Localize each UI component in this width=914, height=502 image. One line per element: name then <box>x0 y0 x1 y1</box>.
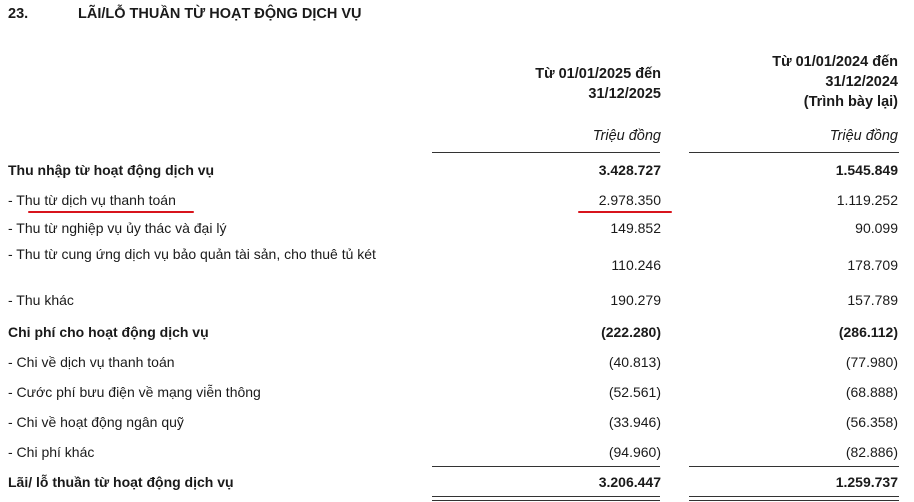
column-header-2024 <box>772 52 898 112</box>
row-value-2024: 1.119.252 <box>836 192 898 208</box>
row-value-2024: (82.886) <box>845 444 898 460</box>
note-title: LÃI/LỖ THUẦN TỪ HOẠT ĐỘNG DỊCH VỤ <box>78 6 362 22</box>
column-header-line: 31/12/2024 <box>825 74 898 90</box>
row-value-2024: (68.888) <box>845 384 898 400</box>
table-row <box>0 378 914 408</box>
divider <box>689 152 899 153</box>
red-underline-mark <box>578 211 672 213</box>
row-label: - Chi về dịch vụ thanh toán <box>8 354 175 370</box>
row-value-2025: (52.561) <box>608 384 661 400</box>
table-row <box>0 348 914 378</box>
row-label: - Thu từ nghiệp vụ ủy thác và đại lý <box>8 220 227 236</box>
row-value-2025: (33.946) <box>608 414 661 430</box>
row-label: Chi phí cho hoạt động dịch vụ <box>8 324 209 340</box>
red-underline-mark <box>28 211 194 213</box>
row-value-2024: (77.980) <box>845 354 898 370</box>
row-value-2025: (222.280) <box>601 324 661 340</box>
table-row <box>0 286 914 316</box>
row-value-2024: 1.545.849 <box>835 162 898 178</box>
divider <box>432 466 660 467</box>
row-label: - Thu khác <box>8 292 74 308</box>
row-value-2024: 90.099 <box>855 220 898 236</box>
table-row <box>0 408 914 438</box>
row-label: - Thu từ dịch vụ thanh toán <box>8 192 176 208</box>
row-label: - Cước phí bưu điện về mạng viễn thông <box>8 384 261 400</box>
row-value-2024: 178.709 <box>847 257 898 273</box>
row-value-2025: 190.279 <box>610 292 661 308</box>
row-label: - Chi về hoạt động ngân quỹ <box>8 414 184 430</box>
row-label: Thu nhập từ hoạt động dịch vụ <box>8 162 215 178</box>
row-value-2025: (94.960) <box>608 444 661 460</box>
row-value-2025: 2.978.350 <box>598 192 661 208</box>
table-row <box>0 214 914 244</box>
row-value-2025: 3.428.727 <box>598 162 661 178</box>
row-label: Lãi/ lỗ thuần từ hoạt động dịch vụ <box>8 474 234 490</box>
column-header-2025 <box>535 64 661 104</box>
note-number: 23. <box>8 6 29 22</box>
row-label: - Chi phí khác <box>8 444 95 460</box>
row-label: - Thu từ cung ứng dịch vụ bảo quản tài sản, cho thuê tủ két <box>8 246 376 262</box>
row-value-2025: 110.246 <box>611 257 661 273</box>
row-value-2025: 149.852 <box>610 220 661 236</box>
table-row <box>0 438 914 468</box>
row-value-2025: (40.813) <box>608 354 661 370</box>
column-header-line: 31/12/2025 <box>588 86 661 102</box>
row-value-2025: 3.206.447 <box>598 474 661 490</box>
column-header-line: Từ 01/01/2025 đến <box>535 66 661 82</box>
row-value-2024: 157.789 <box>847 292 898 308</box>
double-underline <box>689 496 899 501</box>
table-row-total-income <box>0 156 914 186</box>
row-value-2024: (56.358) <box>845 414 898 430</box>
divider <box>689 466 899 467</box>
column-header-line: Từ 01/01/2024 đến <box>772 54 898 70</box>
unit-label-2024: Triệu đồng <box>829 128 898 144</box>
table-row-total-expense <box>0 318 914 348</box>
row-value-2024: 1.259.737 <box>835 474 898 490</box>
divider <box>432 152 660 153</box>
column-header-line: (Trình bày lại) <box>803 94 898 110</box>
row-value-2024: (286.112) <box>838 324 898 340</box>
unit-label-2025: Triệu đồng <box>592 128 661 144</box>
table-row-net-result <box>0 468 914 498</box>
double-underline <box>432 496 660 501</box>
